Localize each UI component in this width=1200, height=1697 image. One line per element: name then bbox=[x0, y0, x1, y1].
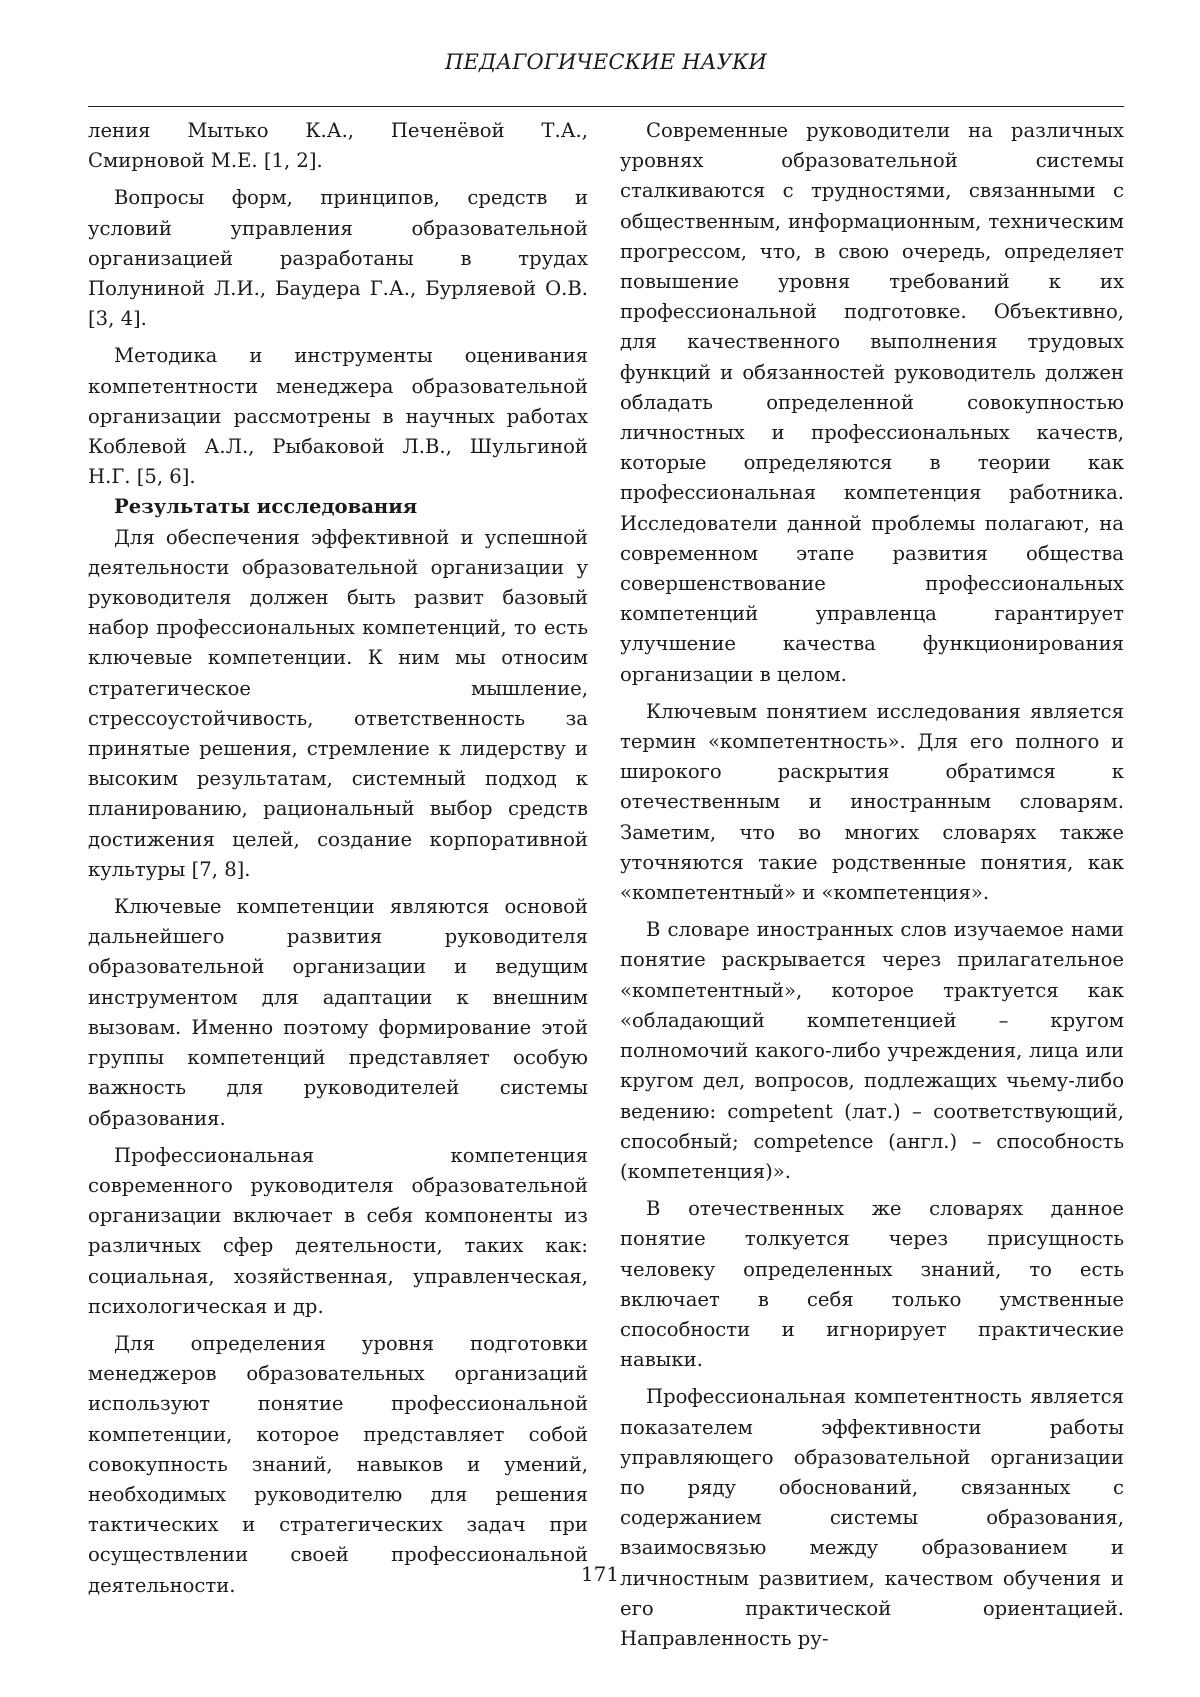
paragraph: Вопросы форм, принципов, средств и условий управления образовательной организацией разработаны в трудах Полуниной Л.И., Баудера Г.А., Бурляевой О.В. [3, 4]. bbox=[88, 186, 588, 331]
paragraph: В словаре иностранных слов изучаемое нами понятие раскрывается через прилагательное «компетентный», которое трактуется как «обладающий компетенцией – кругом полномочий какого-либо учреждения, лица или кругом дел, вопросов, подлежащих чьему-либо ведению: competent (лат.) – соответствующий, способный; competence (англ.) – способность (компетенция)». bbox=[620, 918, 1124, 1183]
paragraph: Ключевым понятием исследования является термин «компетентность». Для его полного и широкого раскрытия обратимся к отечественным и иностранным словарям. Заметим, что во многих словарях также уточняются такие родственные понятия, как «компетентный» и «компетенция». bbox=[620, 699, 1124, 905]
paragraph: Для обеспечения эффективной и успешной деятельности образовательной организации у руководителя должен быть развит базовый набор профессиональных компетенций, то есть ключевые компетенции. К ним мы относим стратегическое мышление, стрессоустойчивость, ответственность за принятые решения, стремление к лидерству и высоким результатам, системный подход к планированию, рациональный выбор средств достижения целей, создание корпоративной культуры [7, 8]. bbox=[88, 525, 588, 881]
left-column bbox=[88, 116, 588, 1608]
paragraph: Ключевые компетенции являются основой дальнейшего развития руководителя образовательной организации и ведущим инструментом для адаптации к внешним вызовам. Именно поэтому формирование этой группы компетенций представляет особую важность для руководителей системы образования. bbox=[88, 895, 588, 1130]
running-head: ПЕДАГОГИЧЕСКИЕ НАУКИ bbox=[444, 50, 768, 74]
paragraph: Методика и инструменты оценивания компетентности менеджера образовательной организации рассмотрены в научных работах Коблевой А.Л., Рыбаковой Л.В., Шульгиной Н.Г. [5, 6]. bbox=[88, 344, 588, 489]
section-heading: Результаты исследования bbox=[114, 495, 418, 519]
paragraph: Профессиональная компетенция современного руководителя образовательной организации включает в себя компоненты из различных сфер деятельности, таких как: социальная, хозяйственная, управленческая, психологическая и др. bbox=[88, 1143, 588, 1318]
paragraph: В отечественных же словарях данное понятие толкуется через присущность человеку определенных знаний, то есть включает в себя только умственные способности и игнорирует практические навыки. bbox=[620, 1197, 1124, 1372]
paragraph: ления Мытько К.А., Печенёвой Т.А., Смирновой М.Е. [1, 2]. bbox=[88, 119, 588, 173]
header-rule bbox=[88, 106, 1124, 107]
paragraph: Для определения уровня подготовки менеджеров образовательных организаций используют понятие профессиональной компетенции, которое представляет собой совокупность знаний, навыков и умений, необходимых руководителю для решения тактических и стратегических задач при осуществлении своей профессиональной деятельности. bbox=[88, 1331, 588, 1597]
paragraph: Современные руководители на различных уровнях образовательной системы сталкиваются с трудностями, связанными с общественным, информационным, техническим прогрессом, что, в свою очередь, определяет повышение уровня требований к их профессиональной подготовке. Объективно, для качественного выполнения трудовых функций и обязанностей руководитель должен обладать определенной совокупностью личностных и профессиональных качеств, которые определяются в теории как профессиональная компетенция работника. Исследователи данной проблемы полагают, на современном этапе развития общества совершенствование профессиональных компетенций управленца гарантирует улучшение качества функционирования организации в целом. bbox=[620, 119, 1124, 686]
page-number: 171 bbox=[580, 1562, 620, 1586]
paragraph: Профессиональная компетентность является показателем эффективности работы управляющего образовательной организации по ряду обоснований, связанных с содержанием системы образования, взаимосвязью между образованием и личностным развитием, качеством обучения и его практической ориентацией. Направленность ру- bbox=[620, 1385, 1124, 1650]
right-column bbox=[620, 116, 1124, 1661]
